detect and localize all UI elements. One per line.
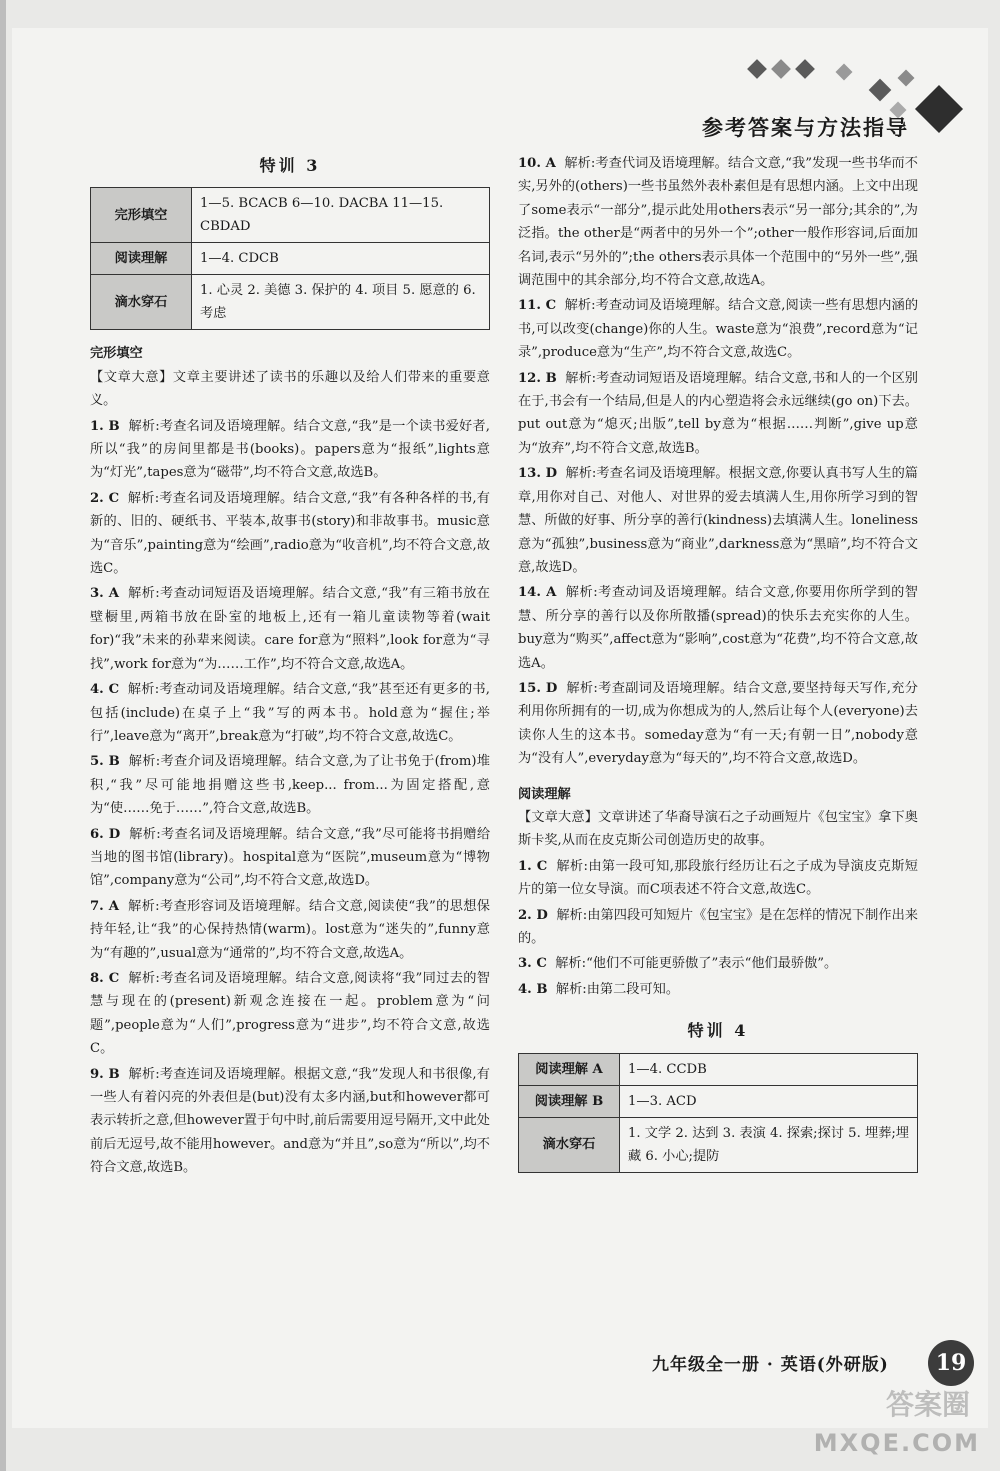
- answer-explanation: 解析:由第四段可知短片《包宝宝》是在怎样的情况下制作出来的。: [518, 907, 918, 946]
- answer-explanation: 解析:考查动词短语及语境理解。结合文意,“我”有三箱书放在壁橱里,两箱书放在卧室的地板上,还有一箱儿童读物等着(wait for)“我”未来的孙辈来阅读。care for意为“照料”,look for意为“寻找”,work for意为“为……工作”,均不符合文意,故选A。: [90, 586, 490, 672]
- table-row: [91, 275, 490, 330]
- answer-explanation: 解析:考查名词及语境理解。结合文意,“我”尽可能将书捐赠给当地的图书馆(library)。hospital意为“医院”,museum意为“博物馆”,company意为“公司”,均不符合文意,故选D。: [90, 826, 491, 889]
- table-label: 滴水穿石: [519, 1117, 620, 1172]
- answer-item: [518, 952, 918, 975]
- table-label: 滴水穿石: [91, 275, 192, 330]
- answer-number: 1. B: [90, 418, 120, 434]
- answer-item: [518, 904, 918, 951]
- answer-number: 9. B: [90, 1066, 120, 1082]
- cloze-heading: 完形填空: [90, 346, 143, 362]
- table-value: 1. 文学 2. 达到 3. 表演 4. 探索;探讨 5. 埋葬;埋藏 6. 小心;提防: [620, 1117, 918, 1172]
- cloze-summary: 【文章大意】文章主要讲述了读书的乐趣以及给人们带来的重要意义。: [90, 369, 490, 409]
- answer-explanation: 解析:“他们不可能更骄傲了”表示“他们最骄傲”。: [555, 956, 838, 972]
- answer-number: 11. C: [518, 298, 557, 314]
- table-row: [519, 1117, 918, 1172]
- answer-item: [90, 823, 490, 893]
- table-row: [91, 243, 490, 275]
- header-title: 参考答案与方法指导: [702, 115, 909, 140]
- answer-number: 8. C: [90, 970, 120, 986]
- answer-explanation: 解析:由第一段可知,那段旅行经历让石之子成为导演皮克斯短片的第一位女导演。而C项表述不符合文意,故选C。: [518, 858, 918, 898]
- answer-explanation: 解析:考查介词及语境理解。结合文意,为了让书免于(from)堆积,“我”尽可能地捐赠这些书,keep... from...为固定搭配,意为“使……免于……”,符合文意,故选B。: [90, 754, 490, 817]
- answer-explanation: 解析:考查代词及语境理解。结合文意,“我”发现一些书华而不实,另外的(others)一些书虽然外表朴素但是有思想内涵。上文中出现了some表示“一部分”,提示此处用others表示“另一部分;其余的”,为泛指。the other是“两者中的另外一个”;other一般作形容词,后面加名词,表示“另外的”;the others表示具体一个范围中的“另外一些”,强调范围中的其余部分,均不符合文意,故选A。: [518, 156, 918, 289]
- answer-explanation: 解析:考查名词及语境理解。结合文意,“我”是一个读书爱好者,所以“我”的房间里都是书(books)。papers意为“报纸”,lights意为“灯光”,tapes意为“磁带”,均不符合文意,故选B。: [90, 418, 490, 481]
- answer-number: 13. D: [518, 466, 558, 482]
- table-label: 阅读理解 B: [519, 1085, 620, 1117]
- table-value: 1—4. CDCB: [192, 243, 490, 275]
- table-value: 1—4. CCDB: [620, 1053, 918, 1085]
- reading-heading: 阅读理解: [518, 786, 571, 802]
- watermark-url: MXQE.COM: [813, 1429, 980, 1457]
- answer-explanation: 解析:考查动词及语境理解。结合文意,“我”甚至还有更多的书,包括(include)在桌子上“我”写的两本书。hold意为“握住;举行”,leave意为“离开”,break意为“打破”,均不符合文意,故选C。: [90, 682, 490, 744]
- right-column: [518, 150, 918, 1173]
- answer-explanation: 解析:考查连词及语境理解。根据文意,“我”发现人和书很像,有一些人有着闪亮的外表但是(but)没有太多内涵,but和however都可表示转折之意,但however置于句中时,前后需要用逗号隔开,文中此处前后无逗号,故不能用however。and意为“并且”,so意为“所以”,均不符合文意,故选B。: [90, 1066, 490, 1176]
- answer-explanation: 解析:考查动词及语境理解。结合文意,你要用你所学到的智慧、所分享的善行以及你所散播(spread)的快乐去充实你的人生。buy意为“购买”,affect意为“影响”,cost意为“花费”,均不符合文意,故选A。: [518, 585, 918, 671]
- table-value: 1—3. ACD: [620, 1085, 918, 1117]
- answer-item: [90, 1063, 490, 1180]
- answer-table-4: [518, 1053, 918, 1173]
- answer-item: [90, 967, 490, 1061]
- answer-number: 2. C: [90, 490, 120, 506]
- answer-item: [518, 581, 918, 675]
- answer-item: [518, 294, 918, 364]
- answer-explanation: 解析:考查动词及语境理解。结合文意,阅读一些有思想内涵的书,可以改变(change)你的人生。waste意为“浪费”,record意为“记录”,produce意为“生产”,均不符合文意,故选C。: [518, 298, 919, 361]
- section-title-3: 特训 3: [259, 156, 321, 175]
- answer-item: [518, 677, 918, 771]
- answer-explanation: 解析:考查副词及语境理解。结合文意,要坚持每天写作,充分利用你所拥有的一切,成为你想成为的人,然后让每个人(everyone)去读你人生的这本书。someday意为“有一天;有朝一日”,nobody意为“没有人”,everyday意为“每天的”,均不符合文意,故选D。: [518, 680, 918, 767]
- table-row: [519, 1053, 918, 1085]
- page-spine-shadow: [0, 0, 6, 1471]
- answer-item: [518, 462, 918, 579]
- answer-item: [90, 678, 490, 748]
- answer-item: [90, 415, 490, 485]
- answer-explanation: 解析:考查名词及语境理解。结合文意,“我”有各种各样的书,有新的、旧的、硬纸书、平装本,故事书(story)和非故事书。music意为“音乐”,painting意为“绘画”,radio意为“收音机”,均不符合文意,故选C。: [90, 490, 490, 577]
- table-value: 1—5. BCACB 6—10. DACBA 11—15. CBDAD: [192, 188, 490, 243]
- answer-explanation: 解析:考查形容词及语境理解。结合文意,阅读使“我”的思想保持年轻,让“我”的心保持热情(warm)。lost意为“迷失的”,funny意为“有趣的”,usual意为“通常的”,均不符合文意,故选A。: [90, 898, 490, 961]
- answer-item: [90, 750, 490, 820]
- answer-item: [518, 978, 918, 1001]
- page-number: 19: [928, 1340, 974, 1386]
- answer-number: 14. A: [518, 585, 557, 601]
- answer-explanation: 解析:考查名词及语境理解。结合文意,阅读将“我”同过去的智慧与现在的(present)新观念连接在一起。problem意为“问题”,people意为“人们”,progress意为“进步”,均不符合文意,故选C。: [90, 970, 490, 1057]
- answer-number: 3. C: [518, 956, 547, 972]
- answer-item: [90, 487, 490, 581]
- answer-number: 1. C: [518, 858, 548, 874]
- answer-number: 10. A: [518, 156, 556, 171]
- answer-item: [518, 855, 918, 902]
- table-label: 阅读理解 A: [519, 1053, 620, 1085]
- watermark-logo: 答案圈: [885, 1388, 970, 1421]
- answer-number: 4. B: [518, 981, 548, 997]
- answer-number: 6. D: [90, 826, 121, 842]
- answer-item: [90, 582, 490, 676]
- answer-number: 3. A: [90, 586, 119, 602]
- answer-item: [90, 895, 490, 965]
- footer-book-title: 九年级全一册 · 英语(外研版): [652, 1355, 889, 1375]
- table-label: 完形填空: [91, 188, 192, 243]
- answer-table-3: [90, 187, 490, 330]
- table-row: [91, 188, 490, 243]
- table-value: 1. 心灵 2. 美德 3. 保护的 4. 项目 5. 愿意的 6. 考虑: [192, 275, 490, 330]
- table-label: 阅读理解: [91, 243, 192, 275]
- answer-explanation: 解析:考查动词短语及语境理解。结合文意,书和人的一个区别在于,书会有一个结局,但是人的内心塑造将会永远继续(go on)下去。put out意为“熄灭;出版”,tell by意为“根据……判断”,give up意为“放弃”,均不符合文意,故选B。: [518, 370, 918, 456]
- answer-number: 4. C: [90, 682, 120, 698]
- answer-number: 15. D: [518, 680, 558, 696]
- answer-number: 12. B: [518, 370, 557, 386]
- answer-number: 7. A: [90, 898, 119, 914]
- left-column: [90, 150, 490, 1180]
- answer-explanation: 解析:考查名词及语境理解。根据文意,你要认真书写人生的篇章,用你对自己、对他人、对世界的爱去填满人生,用你所学习到的智慧、所做的好事、所分享的善行(kindness)去填满人生。loneliness意为“孤独”,business意为“商业”,darkness意为“黑暗”,均不符合文意,故选D。: [518, 466, 918, 575]
- answer-item: [518, 367, 918, 461]
- answer-item: [518, 152, 918, 292]
- section-title-4: 特训 4: [687, 1021, 749, 1041]
- answer-explanation: 解析:由第二段可知。: [555, 981, 680, 997]
- answer-number: 2. D: [518, 907, 548, 923]
- reading-summary: 【文章大意】文章讲述了华裔导演石之子动画短片《包宝宝》拿下奥斯卡奖,从而在皮克斯公司创造历史的故事。: [518, 809, 918, 849]
- answer-number: 5. B: [90, 754, 120, 770]
- table-row: [519, 1085, 918, 1117]
